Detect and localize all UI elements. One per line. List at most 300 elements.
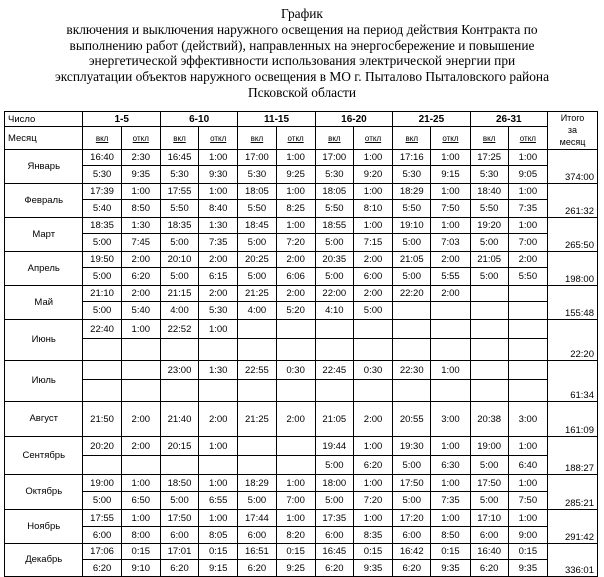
off-time-cell: 7:15 <box>353 234 392 252</box>
month-name <box>5 218 83 252</box>
off-time-cell <box>121 339 160 361</box>
on-time-cell: 5:30 <box>470 166 508 184</box>
on-time-cell: 5:00 <box>470 456 508 475</box>
title-line-6: Псковской области <box>247 85 357 100</box>
on-time-cell: 22:20 <box>393 286 431 302</box>
on-time-cell: 18:35 <box>83 218 121 234</box>
on-time-cell: 21:15 <box>160 286 198 302</box>
on-time-cell: 17:01 <box>160 544 198 560</box>
off-time-cell: 1:00 <box>199 320 238 339</box>
off-time-cell: 9:10 <box>121 560 160 577</box>
on-time-cell: 5:00 <box>393 456 431 475</box>
on-time-cell: 18:35 <box>160 218 198 234</box>
off-time-cell: 0:15 <box>121 544 160 560</box>
on-time-cell: 6:20 <box>393 560 431 577</box>
off-time-cell: 6:30 <box>431 456 470 475</box>
month-total: 261:32 <box>548 184 598 218</box>
on-time-cell: 19:44 <box>315 437 353 456</box>
month-row-second <box>5 527 598 544</box>
off-time-cell: 2:00 <box>121 437 160 456</box>
off-time-cell <box>121 380 160 402</box>
on-time-cell: 16:45 <box>315 544 353 560</box>
off-time-cell: 1:00 <box>353 218 392 234</box>
off-time-cell: 9:35 <box>508 560 547 577</box>
off-time-cell <box>276 380 315 402</box>
month-row-second <box>5 339 598 361</box>
number-label: Число <box>5 112 83 127</box>
on-time-cell: 5:00 <box>315 456 353 475</box>
off-time-cell: 0:15 <box>431 544 470 560</box>
on-time-cell: 18:29 <box>393 184 431 200</box>
on-time-cell: 5:50 <box>315 200 353 218</box>
month-name-text: Январь <box>27 160 61 172</box>
month-row-second <box>5 492 598 510</box>
off-time-cell <box>121 456 160 475</box>
on-time-cell: 5:00 <box>83 268 121 286</box>
off-time-cell: 1:00 <box>199 437 238 456</box>
title-line-4: энергетической эффективности использования электрической энергии при <box>88 53 516 68</box>
month-row-second <box>5 268 598 286</box>
off-time-cell: 6:55 <box>199 492 238 510</box>
on-time-cell: 5:00 <box>315 492 353 510</box>
off-time-cell: 6:50 <box>121 492 160 510</box>
off-time-cell: 6:15 <box>199 268 238 286</box>
on-time-cell: 18:55 <box>315 218 353 234</box>
off-time-cell: 5:00 <box>353 302 392 320</box>
month-name <box>5 544 83 577</box>
on-time-cell: 19:00 <box>83 475 121 492</box>
on-time-cell <box>315 380 353 402</box>
off-time-cell: 8:40 <box>199 200 238 218</box>
period-21-25: 21-25 <box>393 112 470 127</box>
off-time-cell <box>508 302 547 320</box>
on-time-cell <box>470 339 508 361</box>
total-label-3: месяц <box>559 137 586 147</box>
on-time-cell <box>470 380 508 402</box>
on-time-cell: 5:00 <box>470 492 508 510</box>
off-time-cell: 9:15 <box>431 166 470 184</box>
on-time-cell: 17:39 <box>83 184 121 200</box>
on-time-cell: 5:00 <box>393 492 431 510</box>
on-label: вкл <box>238 127 276 150</box>
off-time-cell: 7:35 <box>199 234 238 252</box>
on-time-cell: 20:20 <box>83 437 121 456</box>
off-time-cell: 1:00 <box>353 510 392 527</box>
off-time-cell: 1:00 <box>276 218 315 234</box>
off-time-cell: 3:00 <box>508 402 547 437</box>
month-name <box>5 252 83 286</box>
on-time-cell: 5:00 <box>238 268 276 286</box>
on-time-cell: 18:29 <box>238 475 276 492</box>
month-row-second <box>5 456 598 475</box>
off-time-cell: 2:00 <box>199 402 238 437</box>
off-time-cell <box>199 380 238 402</box>
off-time-cell: 1:00 <box>508 510 547 527</box>
month-row <box>5 402 598 437</box>
off-time-cell <box>353 380 392 402</box>
off-time-cell: 2:00 <box>276 286 315 302</box>
on-time-cell <box>160 339 198 361</box>
on-time-cell: 5:00 <box>238 492 276 510</box>
header-row-onoff <box>5 127 598 150</box>
on-time-cell <box>470 302 508 320</box>
period-11-15: 11-15 <box>238 112 315 127</box>
month-row-second <box>5 380 598 402</box>
on-time-cell: 19:20 <box>470 218 508 234</box>
month-total: 22:20 <box>548 320 598 361</box>
month-name-text: Июль <box>31 375 56 386</box>
schedule-table <box>4 111 598 577</box>
off-time-cell <box>199 456 238 475</box>
title-line-3: выполнению работ (действий), направленных на энергосбережение и повышение <box>69 38 535 53</box>
off-time-cell <box>199 339 238 361</box>
on-time-cell: 6:20 <box>83 560 121 577</box>
on-time-cell <box>238 320 276 339</box>
off-time-cell: 6:20 <box>121 268 160 286</box>
on-time-cell: 16:42 <box>393 544 431 560</box>
on-time-cell: 5:00 <box>83 234 121 252</box>
off-time-cell: 0:15 <box>276 544 315 560</box>
on-time-cell <box>83 339 121 361</box>
on-time-cell: 21:05 <box>470 252 508 268</box>
on-time-cell: 5:00 <box>160 492 198 510</box>
month-name <box>5 150 83 184</box>
header-row-periods <box>5 112 598 127</box>
on-time-cell <box>238 437 276 456</box>
off-time-cell: 8:05 <box>199 527 238 544</box>
off-time-cell: 1:00 <box>431 437 470 456</box>
off-time-cell: 7:00 <box>276 492 315 510</box>
on-time-cell: 18:00 <box>315 475 353 492</box>
on-time-cell: 17:55 <box>160 184 198 200</box>
off-time-cell: 1:30 <box>121 218 160 234</box>
off-time-cell <box>508 380 547 402</box>
on-time-cell: 17:00 <box>315 150 353 166</box>
off-time-cell <box>508 286 547 302</box>
off-time-cell: 1:00 <box>121 184 160 200</box>
off-time-cell: 1:00 <box>431 475 470 492</box>
on-time-cell: 19:30 <box>393 437 431 456</box>
month-name <box>5 475 83 510</box>
off-time-cell: 2:00 <box>431 252 470 268</box>
off-time-cell: 9:35 <box>353 560 392 577</box>
on-time-cell: 6:00 <box>160 527 198 544</box>
on-time-cell <box>393 339 431 361</box>
month-label: Месяц <box>5 127 83 150</box>
on-time-cell <box>470 361 508 380</box>
on-time-cell: 16:45 <box>160 150 198 166</box>
on-time-cell: 20:55 <box>393 402 431 437</box>
on-time-cell: 17:50 <box>393 475 431 492</box>
on-time-cell <box>238 339 276 361</box>
on-time-cell: 17:20 <box>393 510 431 527</box>
title-line-2: включения и выключения наружного освещения на период действия Контракта по <box>66 22 538 37</box>
month-row <box>5 510 598 527</box>
off-time-cell: 7:35 <box>431 492 470 510</box>
on-time-cell: 5:00 <box>83 492 121 510</box>
on-time-cell <box>470 286 508 302</box>
month-row-second <box>5 560 598 577</box>
off-time-cell: 9:25 <box>276 560 315 577</box>
off-time-cell: 0:30 <box>353 361 392 380</box>
off-time-cell: 1:00 <box>431 218 470 234</box>
on-time-cell: 21:40 <box>160 402 198 437</box>
on-time-cell: 20:15 <box>160 437 198 456</box>
off-time-cell: 7:50 <box>508 492 547 510</box>
off-time-cell <box>431 380 470 402</box>
off-time-cell: 1:00 <box>121 475 160 492</box>
on-time-cell: 22:45 <box>315 361 353 380</box>
off-label: откл <box>508 127 547 150</box>
month-row-second <box>5 302 598 320</box>
on-label: вкл <box>393 127 431 150</box>
off-time-cell: 8:20 <box>276 527 315 544</box>
month-name <box>5 320 83 361</box>
off-time-cell: 2:00 <box>121 286 160 302</box>
on-time-cell: 22:00 <box>315 286 353 302</box>
month-total: 285:21 <box>548 475 598 510</box>
off-label: откл <box>199 127 238 150</box>
month-row <box>5 361 598 380</box>
on-time-cell: 5:00 <box>470 234 508 252</box>
on-time-cell: 17:25 <box>470 150 508 166</box>
month-total: 155:48 <box>548 286 598 320</box>
off-time-cell: 7:00 <box>508 234 547 252</box>
off-time-cell: 1:00 <box>276 150 315 166</box>
on-time-cell: 5:50 <box>470 200 508 218</box>
on-time-cell: 22:30 <box>393 361 431 380</box>
off-time-cell: 8:10 <box>353 200 392 218</box>
on-time-cell: 17:50 <box>160 510 198 527</box>
off-time-cell: 6:40 <box>508 456 547 475</box>
off-time-cell: 9:05 <box>508 166 547 184</box>
off-time-cell <box>508 361 547 380</box>
off-time-cell <box>431 339 470 361</box>
on-label: вкл <box>160 127 198 150</box>
off-time-cell: 9:20 <box>353 166 392 184</box>
off-time-cell: 6:06 <box>276 268 315 286</box>
off-time-cell: 9:30 <box>199 166 238 184</box>
on-time-cell: 6:00 <box>470 527 508 544</box>
month-row <box>5 475 598 492</box>
on-time-cell: 5:00 <box>160 268 198 286</box>
on-time-cell: 5:40 <box>83 200 121 218</box>
on-time-cell: 20:25 <box>238 252 276 268</box>
off-time-cell <box>276 437 315 456</box>
off-time-cell: 7:03 <box>431 234 470 252</box>
month-row <box>5 544 598 560</box>
on-time-cell: 6:00 <box>393 527 431 544</box>
off-time-cell: 7:35 <box>508 200 547 218</box>
off-time-cell: 8:50 <box>121 200 160 218</box>
off-label: откл <box>276 127 315 150</box>
period-1-5: 1-5 <box>83 112 160 127</box>
month-name <box>5 437 83 475</box>
off-time-cell: 9:25 <box>276 166 315 184</box>
month-total: 265:50 <box>548 218 598 252</box>
on-time-cell: 5:30 <box>315 166 353 184</box>
on-time-cell: 16:40 <box>470 544 508 560</box>
on-time-cell: 5:50 <box>238 200 276 218</box>
off-label: откл <box>431 127 470 150</box>
on-time-cell: 5:00 <box>393 268 431 286</box>
on-time-cell: 17:16 <box>393 150 431 166</box>
on-time-cell: 17:00 <box>238 150 276 166</box>
off-time-cell: 1:00 <box>508 437 547 456</box>
off-time-cell <box>431 302 470 320</box>
on-time-cell: 17:55 <box>83 510 121 527</box>
off-time-cell <box>508 320 547 339</box>
off-label: откл <box>353 127 392 150</box>
month-name-text: Сентябрь <box>22 449 66 461</box>
off-time-cell: 2:00 <box>353 252 392 268</box>
on-time-cell <box>238 380 276 402</box>
on-time-cell <box>160 456 198 475</box>
period-6-10: 6-10 <box>160 112 237 127</box>
off-time-cell: 1:00 <box>431 510 470 527</box>
month-name <box>5 286 83 320</box>
on-label: вкл <box>315 127 353 150</box>
off-time-cell <box>121 361 160 380</box>
off-time-cell: 2:00 <box>199 286 238 302</box>
month-total: 336:01 <box>548 544 598 577</box>
month-name-text: Май <box>34 296 54 308</box>
title-line-1: График <box>281 6 323 21</box>
on-time-cell <box>393 302 431 320</box>
month-row-second <box>5 166 598 184</box>
off-time-cell: 0:30 <box>276 361 315 380</box>
off-time-cell: 1:00 <box>199 150 238 166</box>
off-time-cell: 9:15 <box>199 560 238 577</box>
on-time-cell: 18:05 <box>315 184 353 200</box>
off-time-cell: 1:00 <box>508 150 547 166</box>
on-time-cell: 6:20 <box>470 560 508 577</box>
on-time-cell <box>160 380 198 402</box>
off-time-cell: 1:00 <box>121 510 160 527</box>
off-time-cell: 8:25 <box>276 200 315 218</box>
on-time-cell: 18:50 <box>160 475 198 492</box>
month-total: 61:34 <box>548 361 598 402</box>
month-total: 374:00 <box>548 150 598 184</box>
on-time-cell: 5:30 <box>238 166 276 184</box>
on-time-cell: 17:50 <box>470 475 508 492</box>
period-16-20: 16-20 <box>315 112 392 127</box>
off-time-cell: 5:40 <box>121 302 160 320</box>
on-time-cell: 5:00 <box>83 302 121 320</box>
off-time-cell: 1:00 <box>353 437 392 456</box>
on-time-cell: 6:00 <box>83 527 121 544</box>
on-time-cell: 21:25 <box>238 286 276 302</box>
on-label: вкл <box>83 127 121 150</box>
off-time-cell: 1:00 <box>431 361 470 380</box>
on-time-cell: 21:10 <box>83 286 121 302</box>
off-time-cell: 1:00 <box>276 184 315 200</box>
month-row <box>5 150 598 166</box>
on-time-cell: 4:00 <box>238 302 276 320</box>
off-time-cell: 0:15 <box>199 544 238 560</box>
off-time-cell: 5:50 <box>508 268 547 286</box>
off-time-cell: 9:35 <box>121 166 160 184</box>
off-time-cell: 8:35 <box>353 527 392 544</box>
off-time-cell: 5:30 <box>199 302 238 320</box>
off-time-cell: 3:00 <box>431 402 470 437</box>
on-time-cell: 20:38 <box>470 402 508 437</box>
on-time-cell <box>83 361 121 380</box>
on-time-cell <box>393 320 431 339</box>
off-time-cell: 7:20 <box>276 234 315 252</box>
month-total: 188:27 <box>548 437 598 475</box>
month-row <box>5 252 598 268</box>
off-time-cell: 1:00 <box>199 510 238 527</box>
total-label-2: за <box>567 125 578 135</box>
on-time-cell: 20:10 <box>160 252 198 268</box>
on-time-cell: 6:00 <box>315 527 353 544</box>
off-time-cell: 7:45 <box>121 234 160 252</box>
off-time-cell <box>276 339 315 361</box>
on-time-cell: 5:00 <box>470 268 508 286</box>
total-header <box>548 112 598 150</box>
on-time-cell: 18:40 <box>470 184 508 200</box>
on-time-cell <box>470 320 508 339</box>
on-time-cell: 5:00 <box>315 234 353 252</box>
month-name-text: Июнь <box>31 334 56 345</box>
month-name-text: Март <box>32 228 56 240</box>
month-name-text: Август <box>29 413 59 424</box>
month-name-text: Декабрь <box>25 554 63 565</box>
month-total: 198:00 <box>548 252 598 286</box>
on-time-cell: 19:50 <box>83 252 121 268</box>
off-time-cell: 2:00 <box>353 286 392 302</box>
on-time-cell: 6:20 <box>315 560 353 577</box>
on-time-cell: 5:00 <box>393 234 431 252</box>
off-time-cell: 2:00 <box>121 402 160 437</box>
off-time-cell <box>508 339 547 361</box>
month-row <box>5 286 598 302</box>
off-time-cell: 1:00 <box>199 475 238 492</box>
on-time-cell: 5:00 <box>238 234 276 252</box>
on-time-cell <box>315 339 353 361</box>
on-time-cell: 17:44 <box>238 510 276 527</box>
off-time-cell: 2:30 <box>121 150 160 166</box>
on-label: вкл <box>470 127 508 150</box>
month-row <box>5 320 598 339</box>
off-time-cell: 1:00 <box>353 475 392 492</box>
off-time-cell: 1:00 <box>199 184 238 200</box>
off-time-cell: 1:00 <box>353 150 392 166</box>
off-time-cell: 2:00 <box>431 286 470 302</box>
off-time-cell: 7:50 <box>431 200 470 218</box>
on-time-cell: 22:52 <box>160 320 198 339</box>
month-row-second <box>5 200 598 218</box>
off-time-cell: 1:00 <box>431 184 470 200</box>
off-time-cell <box>353 339 392 361</box>
on-time-cell: 4:00 <box>160 302 198 320</box>
off-time-cell: 2:00 <box>508 252 547 268</box>
off-time-cell: 1:00 <box>276 510 315 527</box>
off-time-cell: 1:00 <box>276 475 315 492</box>
off-time-cell: 2:00 <box>353 402 392 437</box>
off-label: откл <box>121 127 160 150</box>
off-time-cell: 2:00 <box>276 252 315 268</box>
on-time-cell: 5:30 <box>83 166 121 184</box>
on-time-cell: 22:55 <box>238 361 276 380</box>
off-time-cell: 2:00 <box>121 252 160 268</box>
on-time-cell: 17:35 <box>315 510 353 527</box>
off-time-cell: 2:00 <box>199 252 238 268</box>
month-row <box>5 184 598 200</box>
off-time-cell: 1:30 <box>199 361 238 380</box>
on-time-cell: 5:00 <box>160 234 198 252</box>
